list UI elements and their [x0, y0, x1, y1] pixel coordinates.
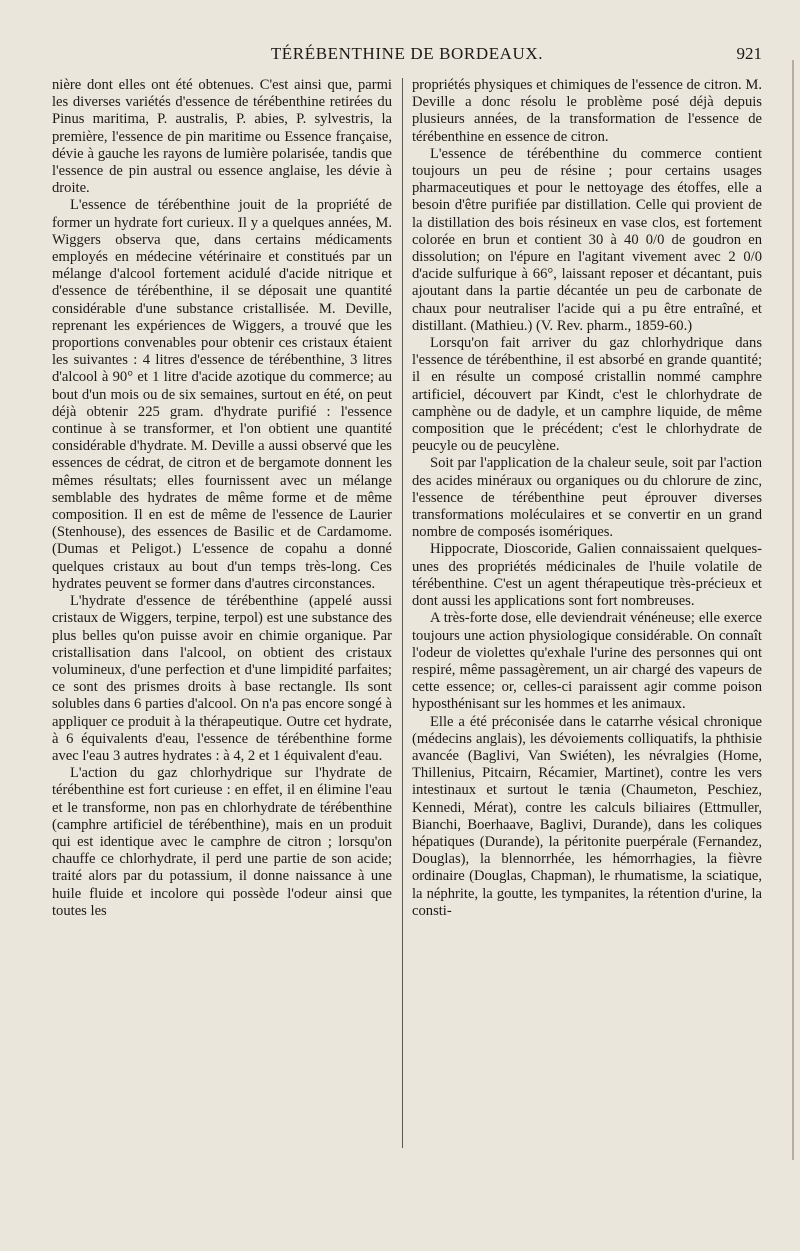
page-edge	[792, 60, 794, 1160]
column-divider	[402, 78, 403, 1148]
paragraph: A très-forte dose, elle deviendrait vénéneuse; elle exerce toujours une action physiologique considérable. On connaît l'odeur de violettes qu'exhale l'urine des personnes qui ont respiré, même passagèrement, un air chargé des vapeurs de cette essence; or, celles-ci paraissent agir comme poison hyposthénisant sur les hommes et les animaux.	[412, 610, 762, 713]
paragraph: Soit par l'application de la chaleur seule, soit par l'action des acides minéraux ou organiques ou du chlorure de zinc, l'essence de térébenthine peut éprouver diverses transformations moléculaires et se convertir en un grand nombre de composés isomériques.	[412, 455, 762, 541]
paragraph: L'hydrate d'essence de térébenthine (appelé aussi cristaux de Wiggers, terpine, terpol) est une substance des plus belles qu'on puisse avoir en chimie organique. Par cristallisation dans l'alcool, on obtient des cristaux volumineux, d'une perfection et d'une limpidité parfaites; ce sont des prismes droits à base rectangle. Ils sont solubles dans 6 parties d'alcool. On n'a pas encore songé à appliquer ce produit à la thérapeutique. Outre cet hydrate, à 6 équivalents d'eau, l'essence de térébenthine forme avec l'eau 3 autres hydrates : à 4, 2 et 1 équivalent d'eau.	[52, 593, 392, 764]
left-column	[52, 77, 392, 920]
paragraph: propriétés physiques et chimiques de l'essence de citron. M. Deville a donc résolu le problème posé déjà depuis plusieurs années, de la transformation de l'essence de térébenthine en essence de citron.	[412, 77, 762, 145]
right-column	[412, 77, 762, 920]
paragraph: Lorsqu'on fait arriver du gaz chlorhydrique dans l'essence de térébenthine, il est absorbé en grande quantité; il en résulte un composé cristallin nommé camphre artificiel, découvert par Kindt, c'est le chlorhydrate de camphène ou de dadyle, et un camphre liquide, de même composition que le précédent; c'est le chlorhydrate de peucyle ou de peucylène.	[412, 335, 762, 455]
paragraph: L'essence de térébenthine jouit de la propriété de former un hydrate fort curieux. Il y a quelques années, M. Wiggers observa que, dans certains médicaments employés en médecine vétérinaire et constitués par un mélange d'alcool fortement acidulé d'acide nitrique et d'essence de térébenthine, il se déposait une quantité considérable d'une substance cristallisée. M. Deville, reprenant les expériences de Wiggers, a trouvé que les proportions convenables pour obtenir ces cristaux étaient les suivantes : 4 litres d'essence de térébenthine, 3 litres d'alcool à 90° et 1 litre d'acide azotique du commerce; au bout d'un mois ou de six semaines, surtout en été, on peut déjà obtenir 225 gram. d'hydrate purifié : l'essence continue à se transformer, et l'on obtient une quantité considérable d'hydrate. M. Deville a aussi observé que les essences de cédrat, de citron et de bergamote donnent les mêmes résultats; elles fournissent avec un mélange semblable des hydrates de même forme et de même composition. Il en est de même de l'essence de Laurier (Stenhouse), des essences de Basilic et de Cardamome. (Dumas et Peligot.) L'essence de copahu a donné quelques cristaux au bout d'un temps très-long. Ces hydrates peuvent se former dans d'autres circonstances.	[52, 197, 392, 592]
paragraph: Elle a été préconisée dans le catarrhe vésical chronique (médecins anglais), les dévoiements colliquatifs, la phthisie avancée (Baglivi, Van Swiéten), les névralgies (Home, Thillenius, Pitcairn, Récamier, Martinet), contre les vers intestinaux et surtout le tænia (Chaumeton, Peschiez, Kennedi, Mérat), contre les calculs biliaires (Ettmuller, Bianchi, Boerhaave, Baglivi, Durande), dans les coliques hépatiques (Durande), la péritonite puerpérale (Fernandez, Douglas), la blennorrhée, les hémorrhagies, la fièvre ordinaire (Douglas, Chapman), le rhumatisme, la sciatique, la néphrite, la goutte, les tympanites, la rétention d'urine, la consti-	[412, 713, 762, 919]
paragraph: L'action du gaz chlorhydrique sur l'hydrate de térébenthine est fort curieuse : en effet, il en élimine l'eau et le transforme, non pas en chlorhydrate de térébenthine (camphre artificiel de térébenthine), mais en un produit qui est identique avec le camphre de citron ; lorsqu'on chauffe ce chlorhydrate, il perd une partie de son acide; traité alors par du potassium, il donne naissance à une huile fluide et incolore qui possède l'odeur ainsi que toutes les	[52, 765, 392, 919]
page-number: 921	[736, 44, 762, 63]
running-header	[52, 38, 762, 68]
paragraph: nière dont elles ont été obtenues. C'est ainsi que, parmi les diverses variétés d'essence de térébenthine retirées du Pinus maritima, P. australis, P. abies, P. sylvestris, la première, l'essence de pin maritime ou Essence française, dévie à gauche les rayons de lumière polarisée, tandis que l'essence de pin austral ou essence anglaise, les dévie à droite.	[52, 77, 392, 197]
paragraph: Hippocrate, Dioscoride, Galien connaissaient quelques-unes des propriétés médicinales de l'huile volatile de térébenthine. C'est un agent thérapeutique très-précieux et dont aussi les applications sont fort nombreuses.	[412, 541, 762, 610]
paragraph: L'essence de térébenthine du commerce contient toujours un peu de résine ; pour certains usages pharmaceutiques et pour le nettoyage des étoffes, elle a besoin d'être purifiée par distillation. Celle qui provient de la distillation des bois résineux en vase clos, est fortement colorée en brun et contient 30 à 40 0/0 de goudron en dissolution; on l'épure en l'agitant vivement avec 2 0/0 d'acide sulfurique à 66°, laissant reposer et décantant, puis ajoutant dans la partie décantée un peu de carbonate de chaux pour neutraliser l'acide qui a pu être entraîné, et distillant. (Mathieu.) (V. Rev. pharm., 1859-60.)	[412, 145, 762, 334]
running-title: TÉRÉBENTHINE DE BORDEAUX.	[270, 44, 544, 63]
